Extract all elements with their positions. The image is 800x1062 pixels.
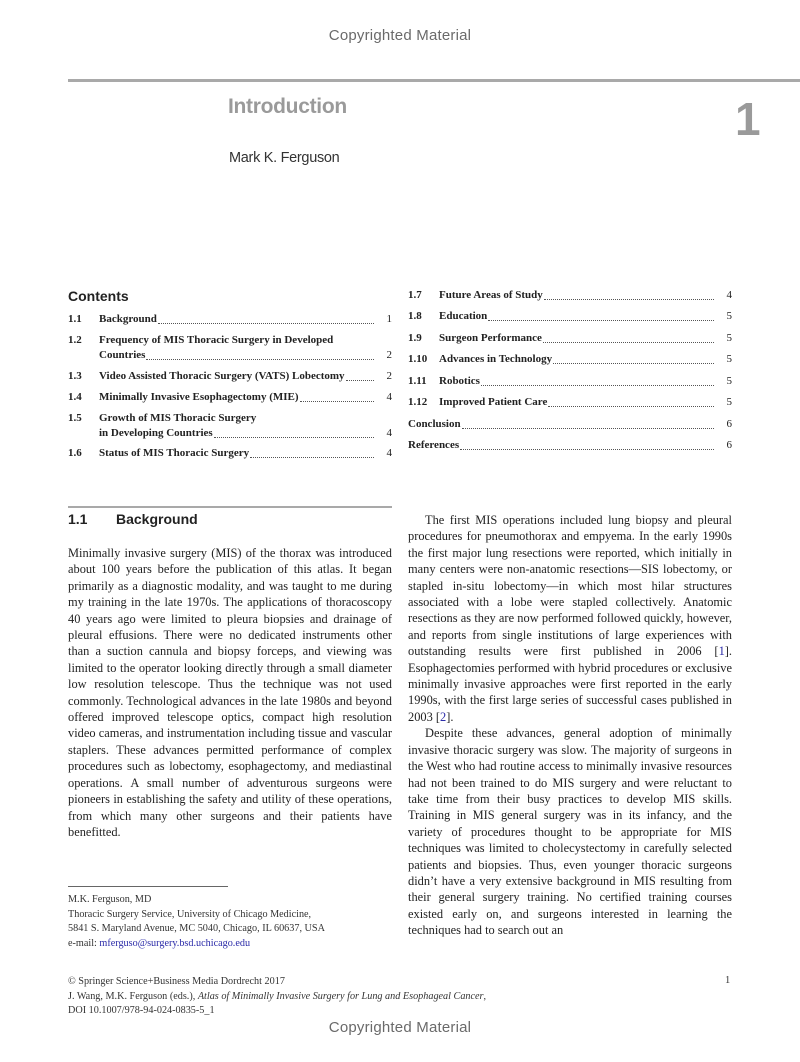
toc-page: 6 [726,439,732,451]
toc-number: 1.8 [408,310,422,322]
author-footnote [68,893,325,951]
toc-title: Frequency of MIS Thoracic Surgery in Developed [99,334,334,346]
email-link[interactable]: mferguso@surgery.bsd.uchicago.edu [99,937,251,949]
email-label: e-mail: [68,937,100,949]
toc-entry[interactable] [408,374,732,389]
toc-title-cont: Countries [99,349,146,361]
paragraph: Minimally invasive surgery (MIS) of the thorax was introduced about 100 years before the publication of this atlas. It began primarily as a diagnostic modality, and was taught to me during my training in the late 1970s. The applications of thoracoscopy 40 years ago were limited to pleura biopsies and drainage of pleural effusions. There were no dedicated instruments other than a suction cannula and biopsy forceps, and viewing was limited to the operator looking directly through a small diameter low resolution telescope. Thus the technique was not used commonly. Technological advances in the late 1980s and beyond offered improved telescope optics, compact high resolution video cameras, and instrumentation including tissue and vascular staplers. These advances permitted performance of complex procedures such as lobectomy, esophagectomy, and mediastinal operations. A small number of adventurous surgeons were pioneers in establishing the safety and utility of these operations, from which many other surgeons and their patients have benefitted. [68,546,392,839]
section-number: 1.1 [68,511,88,527]
citation-link-1[interactable]: 1 [718,644,725,659]
toc-title: Robotics [439,375,480,387]
toc-title: Future Areas of Study [439,289,543,301]
toc-page: 4 [386,447,392,459]
toc-entry[interactable] [68,369,392,384]
toc-title: References [408,439,460,451]
paragraph: Despite these advances, general adoption of minimally invasive thoracic surgery was slow. The majority of surgeons in the West who had routine access to minimally invasive resources had not been trained to do MIS surgery and were reluctant to take time from their busy practices to develop MIS skills. Training in MIS general surgery was in its infancy, and the variety of procedures thought to be appropriate for MIS techniques was limited to cholecystectomy in carefully selected patients and biopsies. Thus, even younger thoracic surgeons didn’t have a very extensive background in MIS resulting from their general surgery training. No certified training courses existed early on, and surgeons interested in learning the techniques had to search out an [408,726,732,938]
citation-link-2[interactable]: 2 [440,709,447,724]
footnote-rule [68,886,228,887]
chapter-author: Mark K. Ferguson [229,150,340,166]
section-heading [68,511,198,527]
body-column-right [408,512,732,939]
chapter-title: Introduction [228,95,347,118]
contents-heading: Contents [68,288,129,304]
doi: DOI 10.1007/978-94-024-0835-5_1 [68,1005,215,1016]
toc-number: 1.1 [68,313,82,325]
section-title: Background [116,511,198,527]
toc-title-cont: in Developing Countries [99,427,213,439]
toc-title: Education [439,310,488,322]
footnote-address: 5841 S. Maryland Avenue, MC 5040, Chicago, IL 60637, USA [68,923,325,934]
toc-page: 4 [726,289,732,301]
toc-title: Growth of MIS Thoracic Surgery [99,412,257,424]
toc-number: 1.7 [408,289,422,301]
toc-page: 5 [726,375,732,387]
toc-number: 1.10 [408,353,428,365]
toc-page: 4 [386,427,392,439]
toc-page: 2 [386,370,392,382]
toc-page: 1 [386,313,392,325]
toc-title: Minimally Invasive Esophagectomy (MIE) [99,391,299,403]
toc-page: 5 [726,332,732,344]
chapter-number: 1 [735,93,761,145]
toc-page: 6 [726,418,732,430]
toc-entry[interactable] [68,446,392,461]
footnote-affiliation: Thoracic Surgery Service, University of Chicago Medicine, [68,908,312,920]
page-footer: © Springer Science+Business Media Dordrecht 2017 J. Wang, M.K. Ferguson (eds.), Atlas of Minimally Invasive Surgery for Lung and Esophageal Cancer, DOI 10.1007/978-94-024-0835-5_1 [68,975,486,1019]
citation-prefix: J. Wang, M.K. Ferguson (eds.), [68,990,198,1002]
toc-number: 1.2 [68,334,82,346]
toc-page: 4 [386,391,392,403]
toc-number: 1.5 [68,412,82,424]
toc-title: Video Assisted Thoracic Surgery (VATS) Lobectomy [99,370,345,382]
toc-entry[interactable] [68,333,392,363]
toc-page: 5 [726,396,732,408]
toc-number: 1.6 [68,447,82,459]
watermark-bottom: Copyrighted Material [328,1019,472,1036]
toc-number: 1.12 [408,396,428,408]
toc-title: Advances in Technology [439,353,553,365]
toc-entry[interactable] [408,288,732,303]
section-rule [68,506,392,508]
page-number: 1 [725,975,731,986]
toc-number: 1.11 [408,375,427,387]
toc-entry[interactable] [68,390,392,405]
toc-entry[interactable] [68,411,392,441]
toc-title: Improved Patient Care [439,396,548,408]
toc-number: 1.9 [408,332,422,344]
toc-page: 5 [726,310,732,322]
toc-number: 1.4 [68,391,82,403]
watermark-top: Copyrighted Material [328,27,472,44]
toc-entry[interactable] [68,312,392,327]
toc-entry-references[interactable] [408,438,732,453]
toc-number: 1.3 [68,370,82,382]
toc-entry-conclusion[interactable] [408,417,732,432]
toc-entry[interactable] [408,309,732,324]
toc-entry[interactable] [408,352,732,367]
toc-entry[interactable] [408,395,732,410]
toc-title: Surgeon Performance [439,332,542,344]
book-title: Atlas of Minimally Invasive Surgery for Lung and Esophageal Cancer [197,990,484,1002]
toc-title: Status of MIS Thoracic Surgery [99,447,250,459]
toc-page: 2 [386,349,392,361]
toc-entry[interactable] [408,331,732,346]
toc-title: Background [99,313,157,325]
copyright: © Springer Science+Business Media Dordrecht 2017 [68,976,285,987]
paragraph: The first MIS operations included lung biopsy and pleural procedures for pneumothorax and empyema. In the early 1990s the first major lung resections were reported, which initially in many centers were non-anatomic resections—SIS lobectomy, or stapled in-situ lobectomy—in which most hilar structures associated with a lobe were stapled collectively. Anatomic resections as they are now performed followed quickly, however, and reports from single institutions of large experiences with outstanding results were first published in 2006 [1]. Esophagectomies performed with hybrid procedures or exclusive minimally invasive approaches were first reported in the early 1990s, with the first large series of successful cases published in 2003 [2]. [408,513,732,724]
footnote-name: M.K. Ferguson, MD [68,894,152,905]
header-rule [68,79,800,82]
body-column-left [68,545,392,840]
toc-title: Conclusion [408,418,461,430]
toc-page: 5 [726,353,732,365]
